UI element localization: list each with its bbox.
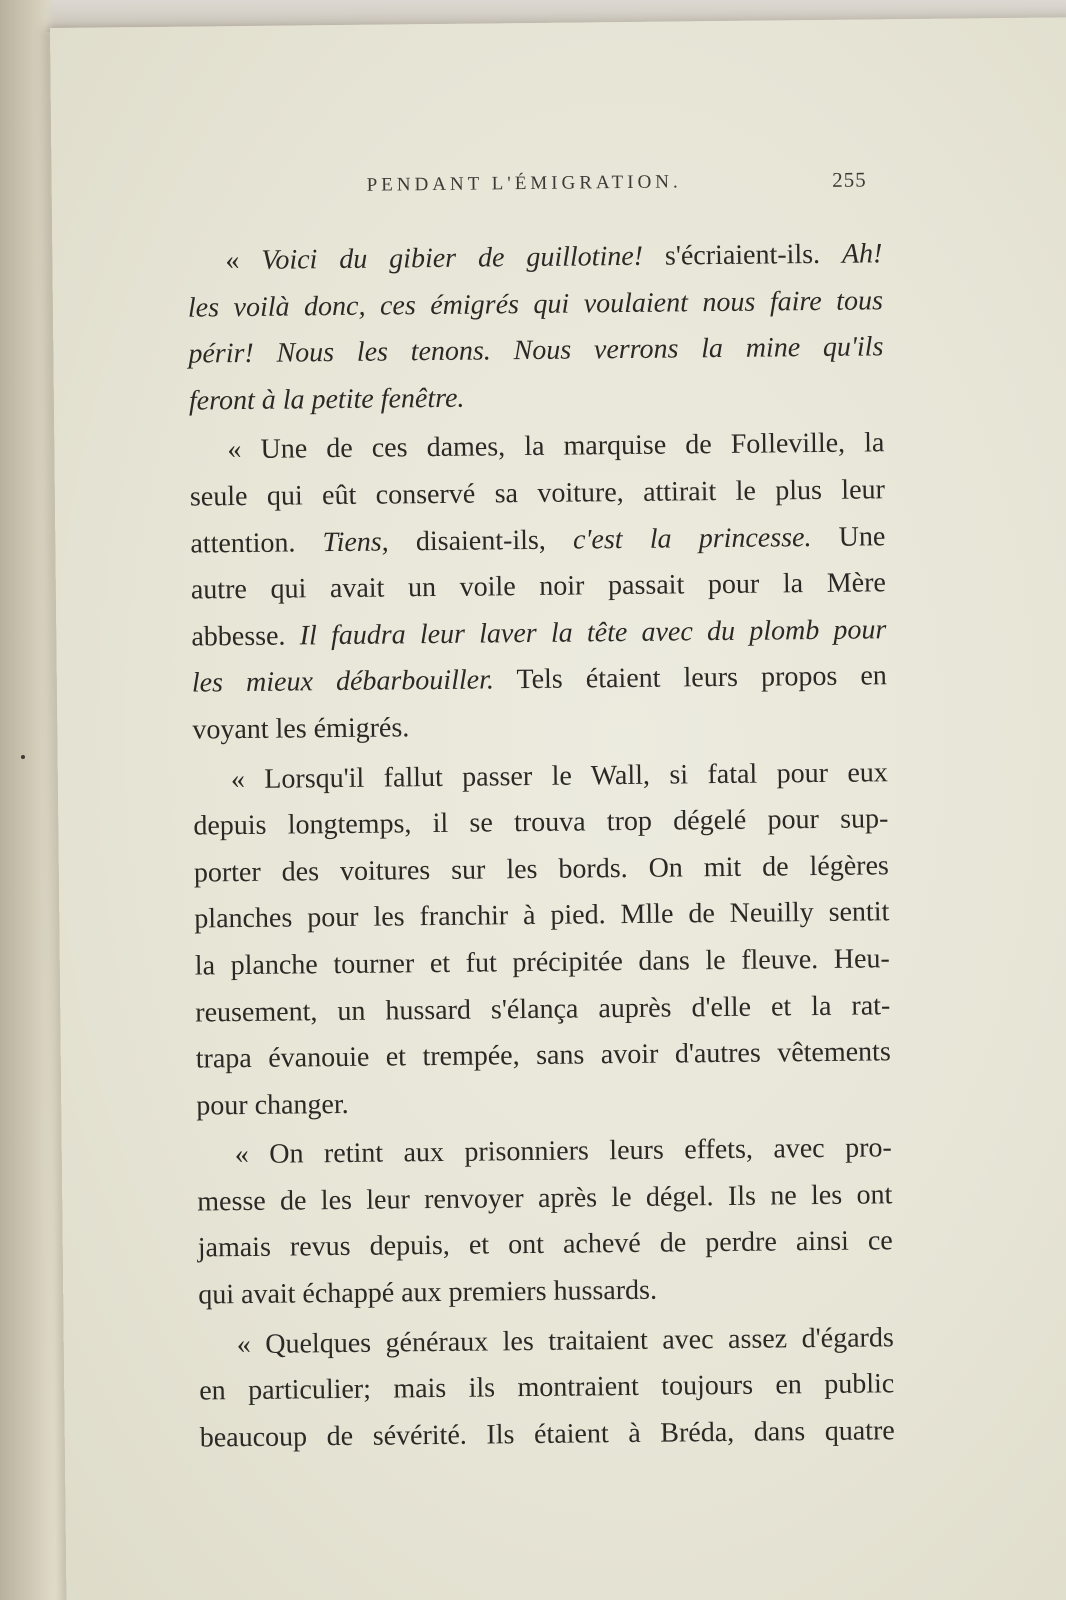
- roman-text: disaient-ils,: [388, 524, 574, 558]
- text-line: [193, 796, 888, 850]
- body-text: [187, 231, 895, 1462]
- roman-text: « Une de ces dames, la marquise de Folleville, la: [227, 427, 885, 466]
- paragraph: [199, 1315, 895, 1462]
- text-line: [187, 231, 882, 285]
- text-line: [192, 700, 887, 754]
- roman-text: en particulier; mais ils montraient toujours en public: [199, 1368, 895, 1407]
- text-line: [195, 983, 890, 1037]
- text-line: [198, 1219, 893, 1273]
- text-line: [190, 467, 885, 521]
- text-line: [191, 607, 886, 661]
- paragraph: [189, 421, 887, 754]
- roman-text: porter des voitures sur les bords. On mit de légères: [193, 849, 889, 889]
- italic-text: les mieux débarbouiller.: [191, 664, 495, 699]
- paragraph: [197, 1126, 894, 1320]
- text-line: [198, 1265, 893, 1319]
- roman-text: qui avait échappé aux premiers hussards.: [198, 1274, 658, 1311]
- paragraph: [187, 231, 884, 425]
- text-line: [200, 1408, 895, 1462]
- roman-text: autre qui avait un voile noir passait pour la Mère: [190, 567, 887, 606]
- roman-text: voyant les émigrés.: [192, 712, 410, 746]
- text-line: [191, 560, 886, 614]
- text-line: [190, 514, 885, 568]
- roman-text: planches pour les franchir à pied. Mlle de Neuilly sentit: [194, 896, 890, 935]
- italic-text: Voici du gibier de guillotine!: [261, 240, 644, 276]
- italic-text: périr! Nous les tenons. Nous verrons la mine qu'ils: [188, 331, 884, 370]
- italic-text: feront à la petite fenêtre.: [188, 382, 465, 417]
- roman-text: Une: [811, 520, 886, 553]
- roman-text: reusement, un hussard s'élança auprès d'elle et la rat-: [195, 989, 891, 1029]
- text-line: [189, 371, 884, 425]
- roman-text: pour changer.: [196, 1088, 349, 1122]
- roman-text: « Quelques généraux les traitaient avec assez d'égards: [236, 1321, 894, 1360]
- text-line: [196, 1029, 891, 1083]
- roman-text: abbesse.: [191, 620, 300, 653]
- roman-text: Tels étaient leurs propos en: [493, 660, 887, 696]
- roman-text: s'écriaient-ils.: [642, 238, 843, 272]
- page-number: 255: [832, 167, 867, 192]
- italic-text: Tiens,: [322, 526, 389, 558]
- text-line: [192, 654, 887, 708]
- text-line: [193, 750, 888, 804]
- roman-text: « Lorsqu'il fallut passer le Wall, si fatal pour eux: [230, 756, 889, 795]
- running-head: [367, 169, 887, 196]
- paragraph: [193, 750, 892, 1130]
- text-line: [197, 1126, 892, 1180]
- italic-text: Ah!: [841, 238, 883, 270]
- roman-text: seule qui eût conservé sa voiture, attirait le plus leur: [189, 474, 886, 513]
- italic-text: les voilà donc, ces émigrés qui voulaient nous faire tous: [187, 284, 884, 324]
- roman-text: depuis longtemps, il se trouva trop dégelé pour sup-: [193, 803, 889, 842]
- italic-text: c'est la princesse.: [572, 521, 812, 556]
- text-line: [194, 890, 889, 944]
- book-gutter: [0, 0, 55, 1600]
- roman-text: beaucoup de sévérité. Ils étaient à Bréda, dans quatre: [199, 1415, 895, 1454]
- roman-text: messe de les leur renvoyer après le dégel. Ils ne les ont: [197, 1179, 893, 1218]
- text-line: [197, 1172, 892, 1226]
- roman-text: «: [225, 244, 262, 277]
- text-line: [196, 1076, 891, 1130]
- text-line: [188, 278, 883, 332]
- roman-text: la planche tourner et fut précipitée dans le fleuve. Heu-: [194, 943, 890, 982]
- running-title: PENDANT L'ÉMIGRATION.: [366, 171, 682, 196]
- text-line: [199, 1361, 894, 1415]
- text-line: [189, 421, 884, 475]
- text-line: [188, 324, 883, 378]
- roman-text: trapa évanouie et trempée, sans avoir d'autres vêtements: [195, 1036, 891, 1075]
- ink-speck: [21, 755, 25, 759]
- text-line: [194, 843, 889, 897]
- text-line: [199, 1315, 894, 1369]
- italic-text: Il faudra leur laver la tête avec du plomb pour: [299, 614, 887, 652]
- roman-text: « On retint aux prisonniers leurs effets, avec pro-: [234, 1132, 892, 1171]
- roman-text: jamais revus depuis, et ont achevé de perdre ainsi ce: [197, 1225, 893, 1264]
- roman-text: attention.: [190, 526, 323, 560]
- text-line: [195, 936, 890, 990]
- book-page: [50, 17, 1066, 1600]
